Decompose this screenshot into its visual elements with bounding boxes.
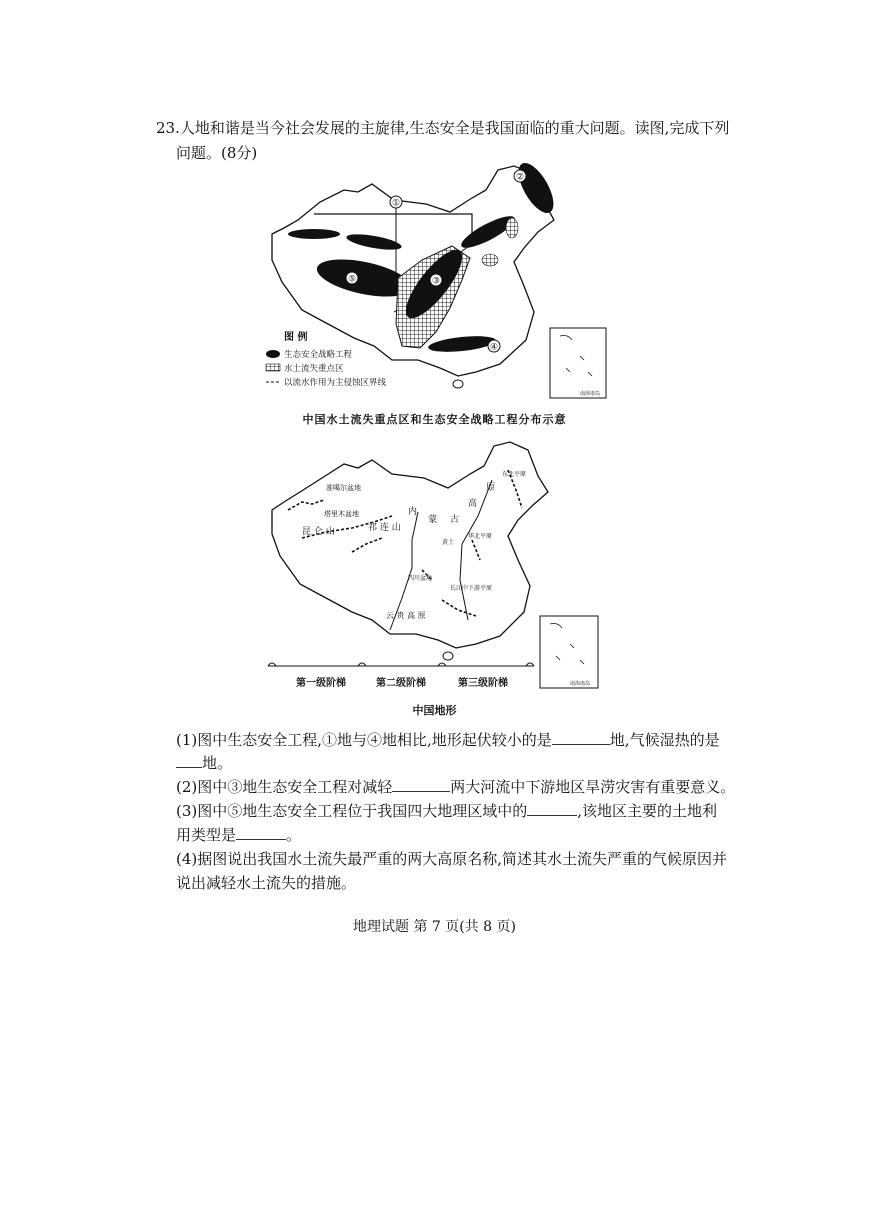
legend-title: 图 例 xyxy=(284,332,308,343)
label-kunlun: 昆 仑 山 xyxy=(302,527,335,537)
map-soil-erosion xyxy=(262,162,614,406)
legend-item-engineering: 生态安全战略工程 xyxy=(284,350,353,360)
label-loess: 黄土 xyxy=(442,539,455,546)
label-yangtze: 长江中下游平原 xyxy=(450,585,493,592)
step-3: 第三级阶梯 xyxy=(458,678,508,689)
label-junggar: 准噶尔盆地 xyxy=(326,484,361,492)
marker-2: ② xyxy=(515,172,525,183)
map1-caption: 中国水土流失重点区和生态安全战略工程分布示意 xyxy=(302,413,567,426)
marker-1: ① xyxy=(391,198,401,209)
marker-5: ⑤ xyxy=(347,274,357,285)
step-2: 第二级阶梯 xyxy=(376,678,426,689)
legend-item-boundary: 以流水作用为主侵蚀区界线 xyxy=(284,378,387,388)
label-northeast-plain: 东北平原 xyxy=(502,471,527,478)
label-north-china-plain: 华北平原 xyxy=(468,533,493,540)
label-gao: 高 xyxy=(468,499,478,509)
page-footer: 地理试题 第 7 页(共 8 页) xyxy=(353,919,516,935)
answer-blank-1[interactable] xyxy=(552,732,610,745)
label-neimeng-1: 内 xyxy=(408,507,418,517)
question-1-cont: 地。 xyxy=(176,755,232,771)
question-3-cont: 用类型是 。 xyxy=(176,826,302,844)
label-yungui: 云 贵 高 原 xyxy=(386,611,426,620)
marker-4: ④ xyxy=(489,342,499,353)
question-1: (1)图中生态安全工程,①地与④地相比,地形起伏较小的是 地,气候湿热的是 xyxy=(176,731,720,749)
inset-label-1: 南海诸岛 xyxy=(579,391,601,397)
step-1: 第一级阶梯 xyxy=(296,678,346,689)
label-qilian: 祁 连 山 xyxy=(368,523,401,533)
map2-caption: 中国地形 xyxy=(412,704,457,717)
marker-3: ③ xyxy=(431,276,441,287)
question-2: (2)图中③地生态安全工程对减轻 两大河流中下游地区旱涝灾害有重要意义。 xyxy=(176,778,736,796)
answer-blank-3[interactable] xyxy=(392,779,450,792)
question-4-cont: 说出减轻水土流失的措施。 xyxy=(176,874,357,892)
question-title: 23.人地和谐是当今社会发展的主旋律,生态安全是我国面临的重大问题。读图,完成下列 xyxy=(156,119,730,137)
question-4: (4)据图说出我国水土流失最严重的两大高原名称,简述其水土流失严重的气候原因并 xyxy=(176,850,728,868)
question-title-cont: 问题。(8分) xyxy=(176,144,258,162)
label-neimeng-3: 古 xyxy=(450,515,460,525)
label-yuan: 原 xyxy=(486,483,496,493)
answer-blank-2[interactable] xyxy=(176,755,202,768)
inset-label-2: 南海诸岛 xyxy=(569,681,591,687)
legend-item-erosion: 水土流失重点区 xyxy=(284,364,344,374)
question-3: (3)图中⑤地生态安全工程位于我国四大地理区域中的 ,该地区主要的土地利 xyxy=(176,802,718,820)
answer-blank-5[interactable] xyxy=(236,827,286,840)
map-china-terrain xyxy=(262,440,614,696)
label-sichuan: 四川盆地 xyxy=(408,575,433,582)
label-tarim: 塔里木盆地 xyxy=(324,510,359,518)
label-neimeng-2: 蒙 xyxy=(428,515,438,525)
answer-blank-4[interactable] xyxy=(527,803,577,816)
